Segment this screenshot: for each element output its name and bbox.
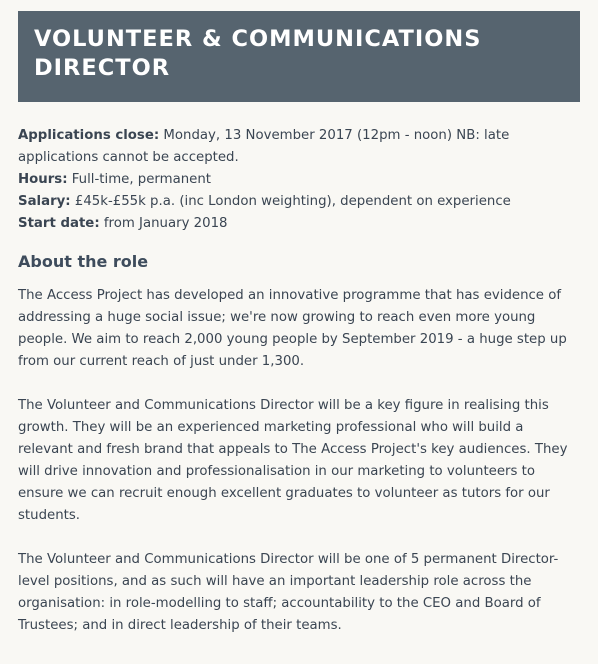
detail-label: Start date: bbox=[18, 216, 100, 231]
section-heading-about-role: About the role bbox=[18, 252, 149, 271]
detail-label: Hours: bbox=[18, 172, 68, 187]
job-posting bbox=[18, 11, 580, 659]
detail-value: Full-time, permanent bbox=[71, 172, 211, 187]
detail-salary bbox=[18, 191, 580, 213]
detail-label: Salary: bbox=[18, 194, 71, 209]
paragraph: The Volunteer and Communications Director will be a key figure in realising this growth. They will be an experienced marketing professional who will build a relevant and fresh brand that appeals to The Access Project's key audiences. They will drive innovation and professionalisation in our marketing to volunteers to ensure we can recruit enough excellent graduates to volunteer as tutors for our students. bbox=[18, 398, 568, 523]
detail-hours bbox=[18, 169, 580, 191]
page-title: VOLUNTEER & COMMUNICATIONS DIRECTOR bbox=[34, 26, 482, 81]
title-banner bbox=[18, 11, 580, 102]
role-description bbox=[18, 285, 580, 637]
detail-label: Applications close: bbox=[18, 128, 160, 143]
paragraph: The Access Project has developed an innovative programme that has evidence of addressing a huge social issue; we're now growing to reach even more young people. We aim to reach 2,000 young people by September 2019 - a huge step up from our current reach of just under 1,300. bbox=[18, 288, 567, 369]
detail-value: Monday, 13 November 2017 (12pm - noon) NB: late applications cannot be accepted. bbox=[18, 128, 510, 165]
paragraph: The Volunteer and Communications Director will be one of 5 permanent Director-level positions, and as such will have an important leadership role across the organisation: in role-modelling to staff; accountability to the CEO and Board of Trustees; and in direct leadership of their teams. bbox=[18, 552, 559, 633]
detail-value: from January 2018 bbox=[103, 216, 228, 231]
detail-applications-close bbox=[18, 125, 580, 169]
detail-value: £45k-£55k p.a. (inc London weighting), dependent on experience bbox=[74, 194, 511, 209]
detail-start-date bbox=[18, 213, 580, 235]
job-details bbox=[18, 125, 580, 235]
